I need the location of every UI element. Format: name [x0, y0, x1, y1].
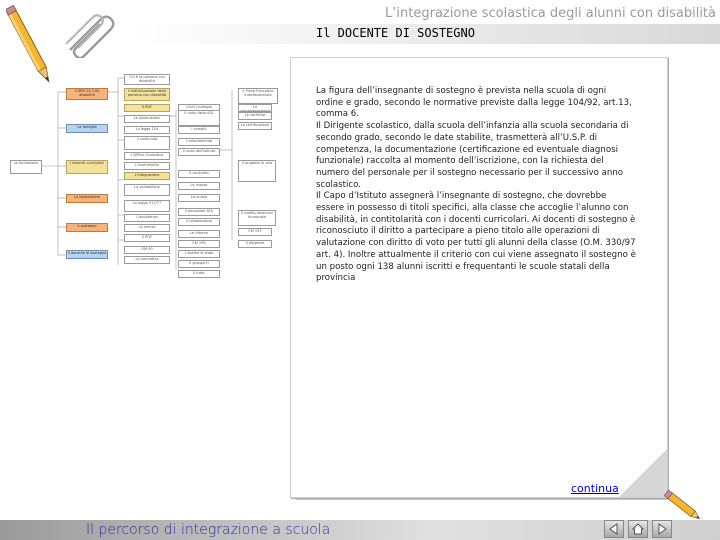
diagram-node: Le verifiche	[238, 112, 272, 120]
concept-map	[0, 60, 290, 280]
back-button[interactable]	[604, 520, 624, 538]
diagram-node: I GLH (collegio)	[178, 104, 220, 112]
diagram-node: Il docente di sostegno	[66, 250, 108, 259]
diagram-node: Il tutor	[178, 270, 220, 278]
diagram-node: Il personale ATA	[178, 208, 220, 216]
diagram-node: CM 199	[178, 240, 220, 248]
diagram-node: La famiglia	[66, 124, 108, 133]
slide-subtitle: Il DOCENTE DI SOSTEGNO	[316, 26, 475, 40]
diagram-node: Le riforme	[178, 230, 220, 238]
diagram-node: La scuola	[178, 194, 220, 202]
diagram-node: L'individuazione della persona con disabilità	[124, 88, 170, 101]
diagram-node: Il gruppo H	[178, 260, 220, 268]
diagram-node: I compiti	[178, 126, 220, 134]
diagram-node: Le risorse	[178, 182, 220, 190]
home-button[interactable]	[628, 520, 648, 538]
continue-link[interactable]: continua	[571, 482, 619, 495]
diagram-node: L'Ufficio Scolastico	[124, 152, 170, 160]
paperclip-icon	[62, 10, 118, 58]
presentation-title: L’integrazione scolastica degli alunni con disabilità	[385, 6, 716, 21]
diagram-node: L'integrazione	[124, 172, 170, 180]
diagram-node: Il sostegno	[66, 223, 108, 232]
footer-title: Il percorso di integrazione a scuola	[86, 522, 331, 538]
home-icon	[632, 523, 644, 535]
diagram-node: Il dirigente	[238, 240, 272, 248]
diagram-node: La legge 104	[124, 126, 170, 134]
arrow-left-icon	[608, 523, 620, 535]
diagram-node: Il DPR 24.2.94 disabilità	[66, 88, 108, 100]
diagram-node: Il progetto di vita	[238, 160, 276, 182]
diagram-node: L'inserimento	[124, 162, 170, 170]
diagram-node: Il Piano Educativo Individualizzato	[238, 88, 278, 104]
diagram-node: Chi è la persona con disabilità	[124, 74, 170, 85]
diagram-node: OM 90	[124, 246, 170, 254]
diagram-node: La formazione	[10, 160, 42, 174]
diagram-node: Il PDF	[124, 104, 170, 112]
diagram-node: Il ruolo della ASL	[178, 110, 220, 126]
diagram-node: La certificazione	[238, 122, 272, 130]
body-text: La figura dell’insegnante di sostegno è prevista nella scuola di ogni ordine e grado, secondo le normative previste dalla legge 104/92, art.13, comma 6. Il Dirigente scolastico, dalla scuola dell’infanzia alla scuola secondaria di secondo grado, secondo le date stabilite, trasmetterà all’U.S.P. di competenza, la documentazione (certificazione ed eventuale diagnosi funzionale) raccolta al momento dell’iscrizione, con la richiesta del numero del personale per il sostegno necessario per il successivo anno scolastico. Il Capo d’Istituto assegnerà l’insegnante di sostegno, che dovrebbe essere in possesso di titoli specifici, alla classe che accoglie l’alunno con disabilità, in contitolarità con i docenti curricolari. Ai docenti di sostegno è riconosciuto il diritto a partecipare a pieno titolo alle operazioni di valutazione con diritto di voto per tutti gli alunni della classe (O.M. 330/97 art. 4). Inoltre attualmente il criterio con cui viene assegnato il sostegno è un posto ogni 138 alunni iscritti e frequentanti le scuole statali della provincia	[316, 86, 636, 284]
diagram-node: I docenti curricolari	[66, 160, 108, 174]
arrow-right-icon	[656, 523, 668, 535]
diagram-node: La mensa	[124, 224, 170, 232]
diagram-node: La legge 517/77	[124, 200, 170, 212]
diagram-node: Il POF	[124, 234, 170, 242]
diagram-node: L'esame di stato	[178, 250, 220, 258]
diagram-node: Le Associazioni	[124, 115, 170, 123]
diagram-node: La documentazione	[238, 104, 272, 112]
diagram-node: Il profilo dinamico funzionale	[238, 210, 276, 226]
forward-button[interactable]	[652, 520, 672, 538]
diagram-node: L'orientamento	[178, 138, 220, 146]
diagram-node: Il contratto	[178, 170, 220, 178]
diagram-node: La legislazione	[66, 194, 108, 203]
diagram-node: Il continuità	[124, 136, 170, 150]
diagram-node: Il collaboratore	[178, 218, 220, 226]
diagram-node: La valutazione	[124, 184, 170, 196]
diagram-node: La normativa	[124, 256, 170, 264]
page-fold	[619, 449, 667, 497]
diagram-node: Il ruolo dell'Istituto	[178, 148, 220, 156]
diagram-node: L'assistenza	[124, 214, 170, 222]
diagram-node: CM 153	[238, 228, 272, 236]
